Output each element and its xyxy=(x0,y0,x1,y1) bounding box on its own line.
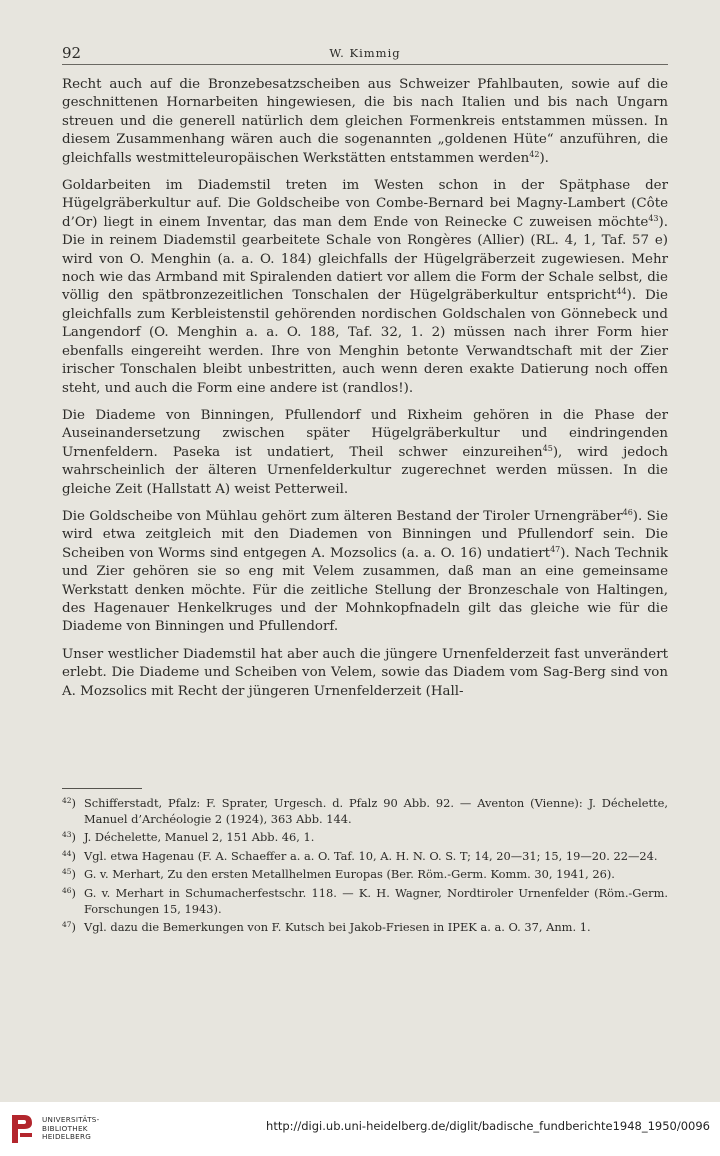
paragraph-2: Goldarbeiten im Diademstil treten im Westen schon in der Spätphase der Hügelgräberkultur auf. Die Goldscheibe von Combe-Bernard bei Magny-Lambert (Côte d’Or) liegt in einem Inventar, das man dem Ende von Reinecke C zuweisen möchte$^{43}$). Die in reinem Diademstil gearbeitete Schale von Rongères (Allier) (RL. 4, 1, Taf. 57 e) wird von O. Menghin (a. a. O. 184) gleichfalls der Hügelgräberzeit zugewiesen. Mehr noch wie das Armband mit Spiralenden datiert vor allem die Form der Schale selbst, die völlig den spätbronzezeitlichen Tonschalen der Hügelgräberkultur entspricht$^{44}$). Die gleichfalls zum Kerbleistenstil gehörenden nordischen Goldschalen von Gönnebeck und Langendorf (O. Menghin a. a. O. 188, Taf. 32, 1. 2) müssen nach ihrer Form hier ebenfalls eingereiht werden. Ihre von Menghin betonte Verwandtschaft mit der Zier irischer Tonschalen bleibt unbestritten, auch wenn deren exakte Datierung noch offen steht, und auch die Form eine andere ist (randlos!). xyxy=(62,178,668,396)
footnote-number: 44 xyxy=(62,848,72,858)
footnote: $^{47}$) Vgl. dazu die Bemerkungen von F. Kutsch bei Jakob-Friesen in IPEK a. a. O. 37, Anm. 1. xyxy=(62,920,591,935)
page-header xyxy=(62,42,668,65)
footnote-number: 42 xyxy=(62,796,72,805)
page-number: 92 xyxy=(62,44,82,62)
paragraph-3: Die Diademe von Binningen, Pfullendorf und Rixheim gehören in die Phase der Auseinandersetzung zwischen später Hügelgräberkultur und eindringenden Urnenfeldern. Paseka ist undatiert, Theil schwer einzureihen$^{45}$), wird jedoch wahrscheinlich der älteren Urnenfelderkultur zugerechnet werden müssen. In die gleiche Zeit (Hallstatt A) weist Petterweil. xyxy=(62,407,668,497)
footnote: $^{45}$) G. v. Merhart, Zu den ersten Metallhelmen Europas (Ber. Röm.-Germ. Komm. 30, 1941, 26). xyxy=(62,867,615,882)
footnote-ref[interactable]: 46 xyxy=(622,507,633,517)
footnote: $^{42}$) Schifferstadt, Pfalz: F. Sprater, Urgesch. d. Pfalz 90 Abb. 92. — Aventon (Vienne): J. Déchelette, Manuel d’Archéologie 2 (1924), 363 Abb. 144. xyxy=(62,796,668,826)
footnote-ref[interactable]: 43 xyxy=(648,213,659,223)
running-head: W. Kimmig xyxy=(329,46,401,60)
paragraph-1: Recht auch auf die Bronzebesatzscheiben aus Schweizer Pfahlbauten, sowie auf die geschnittenen Hornarbeiten hingewiesen, die bis nach Italien und bis nach Ungarn streuen und die generell natürlich dem gleichen Formenkreis entstammen müssen. In diesem Zusammenhang wären auch die sogenannten „goldenen Hüte“ anzuführen, die gleichfalls westmitteleuropäischen Werkstätten entstammen werden$^{42}$). xyxy=(62,77,668,166)
body-text xyxy=(62,76,668,710)
paragraph-5: Unser westlicher Diademstil hat aber auch die jüngere Urnenfelderzeit fast unverändert erlebt. Die Diademe und Scheiben von Velem, sowie das Diadem vom Sag-Berg sind von A. Mozsolics mit Recht der jüngeren Urnenfelderzeit (Hall- xyxy=(62,646,668,699)
paragraph-4: Die Goldscheibe von Mühlau gehört zum älteren Bestand der Tiroler Urnengräber$^{46}$). Sie wird etwa zeitgleich mit den Diademen von Binningen und Pfullendorf sein. Die Scheiben von Worms sind entgegen A. Mozsolics (a. a. O. 16) undatiert$^{47}$). Nach Technik und Zier gehören sie so eng mit Velem zusammen, daß man an eine gemeinsame Werkstatt denken möchte. Für die zeitliche Stellung der Bronzeschale von Haltingen, des Hagenauer Henkelkruges und der Mohnkopfnadeln gilt das gleiche wie für die Diademe von Binningen und Pfullendorf. xyxy=(62,507,669,635)
footnotes xyxy=(62,796,668,939)
footnote-divider xyxy=(62,788,142,789)
footnote: $^{43}$) J. Déchelette, Manuel 2, 151 Abb. 46, 1. xyxy=(62,830,315,845)
footnote-ref[interactable]: 47 xyxy=(550,544,561,554)
source-url-link[interactable]: http://digi.ub.uni-heidelberg.de/diglit/badische_fundberichte1948_1950/0096 xyxy=(266,1119,710,1133)
footnote-number: 46 xyxy=(62,885,72,895)
footnote: $^{46}$) G. v. Merhart in Schumacherfestschr. 118. — K. H. Wagner, Nordtiroler Urnenfelder (Röm.-Germ. Forschungen 15, 1943). xyxy=(62,885,668,916)
footnote-number: 45 xyxy=(62,867,72,877)
footnote-number: 43 xyxy=(62,830,72,840)
library-footer xyxy=(0,1102,720,1156)
footnote-number: 47 xyxy=(62,920,72,930)
university-library-logo-icon[interactable] xyxy=(8,1111,36,1147)
library-name: UNIVERSITÄTS- BIBLIOTHEK HEIDELBERG xyxy=(42,1115,100,1142)
footnote-ref[interactable]: 42 xyxy=(529,149,540,159)
footnote-ref[interactable]: 44 xyxy=(616,287,627,297)
footnote-ref[interactable]: 45 xyxy=(542,443,553,453)
footnote: $^{44}$) Vgl. etwa Hagenau (F. A. Schaeffer a. a. O. Taf. 10, A. H. N. O. S. T; 14, 20—31; 15, 19—20. 22—24. xyxy=(62,848,658,863)
